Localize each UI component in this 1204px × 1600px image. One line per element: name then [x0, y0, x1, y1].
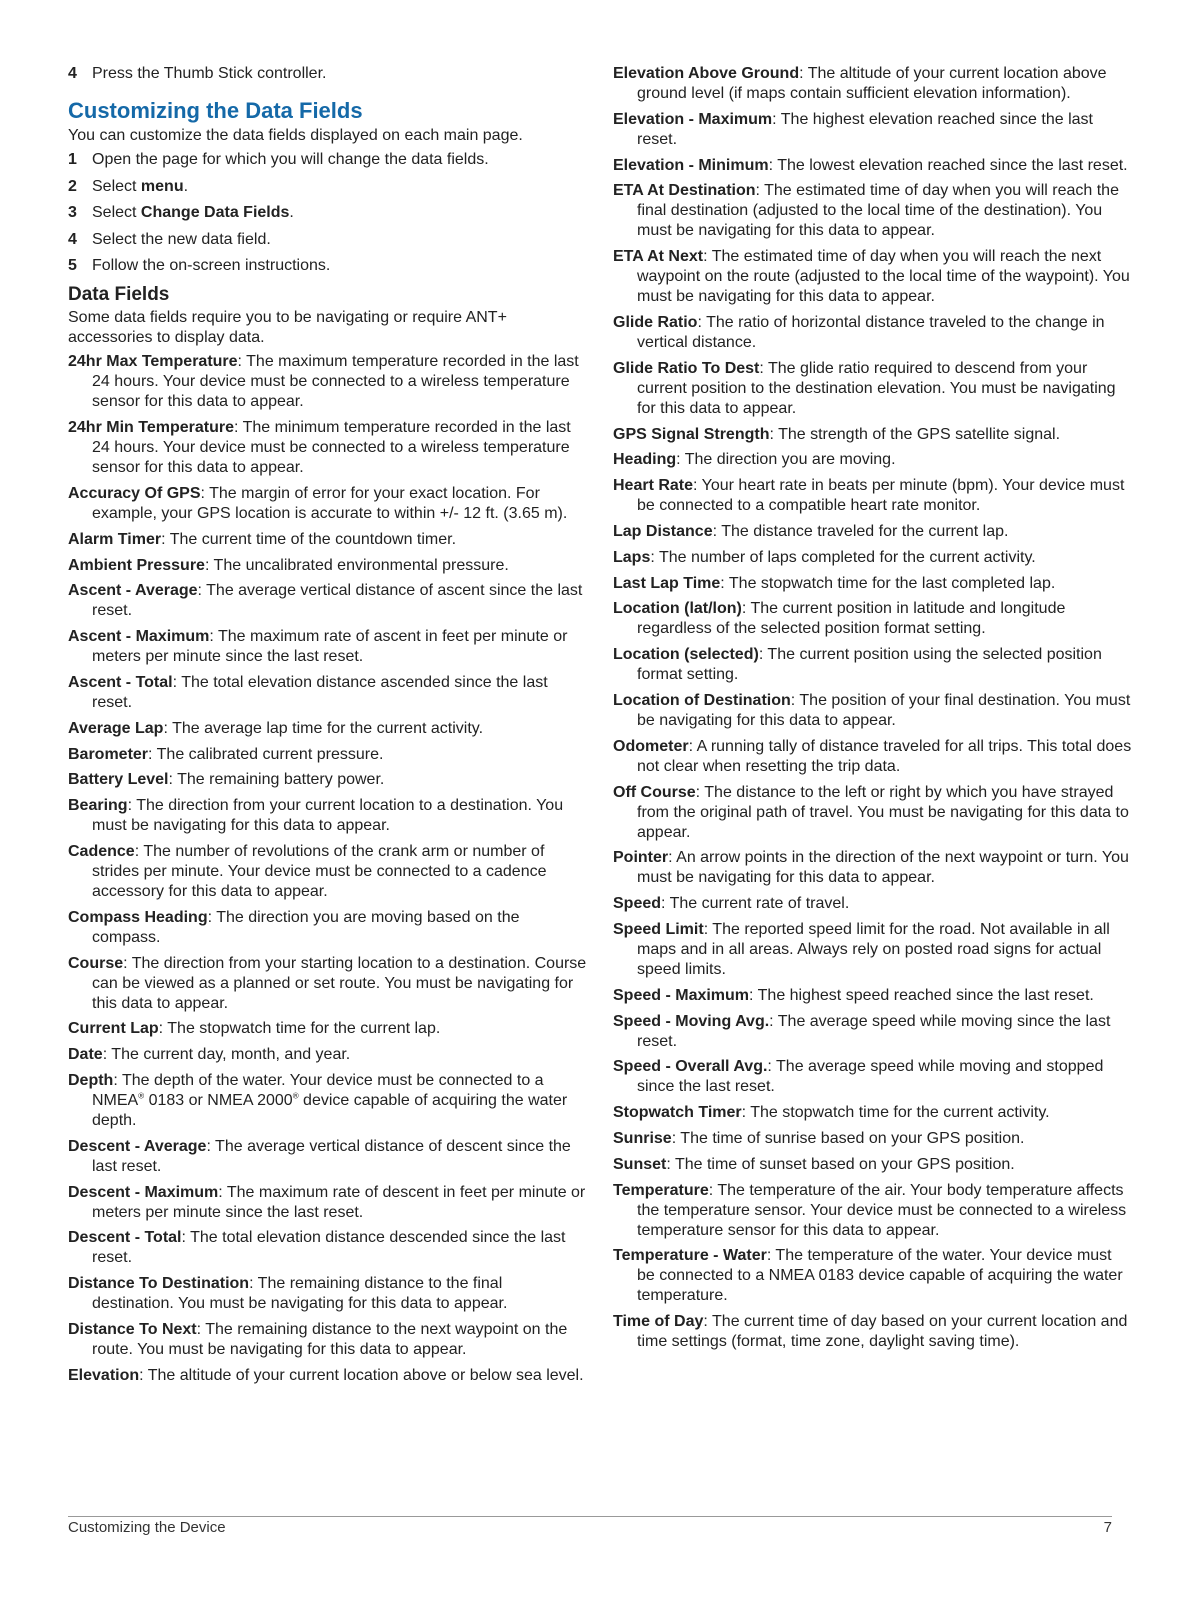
data-field-description: The stopwatch time for the last completed lap.: [728, 574, 1056, 592]
data-field-description: The direction from your starting location to a destination. Course can be viewed as a planned or set route. You must be navigating for this data to appear.: [92, 954, 587, 1012]
section-intro: You can customize the data fields displayed on each main page.: [68, 127, 523, 144]
data-field-entry: [68, 1071, 588, 1131]
data-field-description: The maximum rate of ascent in feet per minute or meters per minute since the last reset.: [92, 628, 568, 666]
data-field-list: [613, 64, 1133, 1352]
data-field-term: 24hr Max Temperature :: [68, 353, 242, 370]
data-field-term: Elevation Above Ground :: [613, 65, 804, 82]
data-field-term: Heading :: [613, 451, 681, 468]
data-field-description: The number of laps completed for the current activity.: [658, 548, 1036, 566]
data-field-description: The remaining distance to the next waypoint on the route. You must be navigating for this data to appear.: [92, 1320, 568, 1358]
data-field-entry: [68, 673, 588, 713]
data-field-entry: [68, 1019, 588, 1039]
data-field-term: Alarm Timer :: [68, 531, 166, 548]
data-field-entry: [613, 1103, 1133, 1123]
data-field-entry: [68, 352, 588, 412]
data-field-description: The estimated time of day when you will reach the final destination (adjusted to the local time of the destination). You must be navigating for this data to appear.: [637, 182, 1119, 240]
data-field-term: Distance To Destination :: [68, 1275, 254, 1292]
step-number: 3: [68, 204, 77, 222]
data-field-description: The temperature of the air. Your body temperature affects the temperature sensor. Your device must be connected to a wireless temperature sensor for this data to appear.: [637, 1181, 1127, 1239]
registered-mark: ®: [292, 1091, 299, 1101]
data-field-entry: [68, 627, 588, 667]
data-field-entry: [613, 359, 1133, 419]
step-number: 1: [68, 151, 77, 168]
data-field-description: The current position using the selected position format setting.: [637, 646, 1102, 684]
data-field-entry: [613, 599, 1133, 639]
step-text: .: [183, 177, 189, 195]
step-item: [68, 203, 588, 223]
data-field-entry: [613, 848, 1133, 888]
data-field-entry: [613, 313, 1133, 353]
data-field-term: Speed Limit :: [613, 921, 708, 938]
data-field-term: Ambient Pressure :: [68, 557, 209, 574]
data-field-description: The current position in latitude and longitude regardless of the selected position format setting.: [637, 600, 1066, 638]
data-field-description: The current day, month, and year.: [111, 1046, 351, 1064]
data-field-entry: [613, 156, 1133, 176]
data-field-term: Sunrise :: [613, 1130, 676, 1147]
step-item: [68, 256, 588, 276]
data-field-term: Location (lat/lon) :: [613, 600, 746, 617]
data-field-entry: [613, 574, 1133, 594]
data-field-entry: [613, 691, 1133, 731]
data-field-term: Ascent - Maximum :: [68, 628, 214, 645]
data-field-description: The distance traveled for the current lap.: [721, 522, 1009, 540]
data-field-description: The temperature of the water. Your device must be connected to a NMEA 0183 device capable of acquiring the water temperature.: [637, 1247, 1123, 1305]
data-field-term: Descent - Maximum :: [68, 1184, 223, 1201]
data-field-description: The altitude of your current location above or below sea level.: [147, 1366, 584, 1384]
data-field-term: Depth :: [68, 1072, 118, 1089]
data-field-entry: [613, 64, 1133, 104]
data-field-entry: [613, 920, 1133, 980]
data-field-description: The total elevation distance ascended since the last reset.: [92, 673, 548, 711]
data-field-entry: [613, 548, 1133, 568]
data-field-entry: [68, 530, 588, 550]
data-field-description: The altitude of your current location above ground level (if maps contain sufficient elevation information).: [637, 65, 1107, 102]
step-text: Open the page for which you will change the data fields.: [92, 151, 489, 168]
data-field-description: The calibrated current pressure.: [156, 745, 384, 763]
step-item: [68, 64, 588, 84]
data-field-description: The highest speed reached since the last reset.: [757, 986, 1094, 1004]
data-field-entry: [68, 484, 588, 524]
data-field-description: The time of sunrise based on your GPS position.: [680, 1129, 1025, 1147]
data-field-entry: [613, 783, 1133, 843]
right-column: [613, 64, 1133, 1358]
data-field-term: Stopwatch Timer :: [613, 1104, 746, 1121]
data-field-description: An arrow points in the direction of the next waypoint or turn. You must be navigating for this data to appear.: [637, 849, 1129, 887]
data-field-term: Temperature - Water :: [613, 1247, 771, 1264]
footer-chapter: Customizing the Device: [68, 1519, 226, 1536]
data-field-term: Descent - Total :: [68, 1229, 186, 1246]
data-field-entry: [613, 1312, 1133, 1352]
data-field-description: The direction you are moving.: [684, 451, 896, 469]
registered-mark: ®: [138, 1091, 145, 1101]
data-field-entry: [613, 737, 1133, 777]
data-field-description: The lowest elevation reached since the last reset.: [777, 156, 1128, 174]
data-field-term: Odometer :: [613, 738, 693, 755]
data-field-entry: [68, 1366, 588, 1386]
data-field-description: The estimated time of day when you will reach the next waypoint on the route (adjusted to the local time of the waypoint). You must be navigating for this data to appear.: [637, 248, 1130, 306]
data-field-description: The distance to the left or right by which you have strayed from the original path of travel. You must be navigating for this data to appear.: [637, 783, 1129, 841]
data-field-description: A running tally of distance traveled for all trips. This total does not clear when resetting the trip data.: [637, 737, 1132, 775]
data-field-description: Your heart rate in beats per minute (bpm). Your device must be connected to a compatible heart rate monitor.: [637, 477, 1125, 515]
data-field-description: The average lap time for the current activity.: [172, 719, 484, 737]
data-field-entry: [68, 1137, 588, 1177]
data-field-term: Average Lap :: [68, 720, 168, 737]
data-field-entry: [68, 581, 588, 621]
step-text: Select: [92, 177, 141, 195]
data-field-term: Speed - Maximum :: [613, 987, 753, 1004]
data-field-term: Off Course :: [613, 784, 700, 801]
data-field-description: The position of your final destination. You must be navigating for this data to appear.: [637, 691, 1131, 729]
data-field-entry: [68, 770, 588, 790]
data-field-description: The average vertical distance of descent since the last reset.: [92, 1137, 571, 1175]
data-field-description: 0183 or NMEA 2000: [144, 1091, 293, 1109]
step-number: 4: [68, 65, 77, 82]
data-field-term: Distance To Next :: [68, 1321, 201, 1338]
footer-divider: [68, 1516, 1112, 1517]
data-field-description: The average vertical distance of ascent since the last reset.: [92, 582, 583, 620]
data-field-term: Lap Distance :: [613, 523, 717, 540]
data-field-term: Sunset :: [613, 1156, 671, 1173]
data-field-term: Elevation - Maximum :: [613, 111, 777, 128]
data-field-entry: [613, 1155, 1133, 1175]
ui-term: menu: [140, 177, 184, 195]
data-field-term: Time of Day :: [613, 1313, 708, 1330]
data-field-description: The average speed while moving since the last reset.: [637, 1012, 1111, 1050]
step-text: .: [289, 204, 294, 222]
data-field-description: The minimum temperature recorded in the last 24 hours. Your device must be connected to a wireless temperature sensor for this data to appear.: [92, 419, 571, 477]
data-field-term: Date :: [68, 1046, 107, 1063]
data-field-entry: [68, 908, 588, 948]
data-field-description: The number of revolutions of the crank arm or number of strides per minute. Your device must be connected to a cadence accessory for this data to appear.: [92, 842, 547, 900]
data-field-term: Pointer :: [613, 849, 673, 866]
data-field-term: Accuracy Of GPS :: [68, 485, 205, 502]
step-text: Select: [92, 204, 141, 222]
subsection-title: Data Fields: [68, 284, 170, 306]
step-text: Press the Thumb Stick controller.: [92, 65, 327, 82]
data-field-entry: [613, 181, 1133, 241]
data-field-term: Current Lap :: [68, 1020, 163, 1037]
data-field-entry: [68, 1045, 588, 1065]
data-field-entry: [68, 1183, 588, 1223]
data-field-term: Heart Rate :: [613, 477, 697, 494]
data-field-description: The maximum rate of descent in feet per minute or meters per minute since the last reset.: [92, 1183, 586, 1221]
step-text: Follow the on-screen instructions.: [92, 257, 331, 275]
data-field-description: The remaining distance to the final destination. You must be navigating for this data to appear.: [92, 1275, 508, 1313]
step-item: [68, 150, 588, 170]
data-field-term: Battery Level :: [68, 771, 173, 788]
data-field-term: Bearing :: [68, 797, 132, 814]
data-field-description: The remaining battery power.: [177, 771, 385, 789]
data-field-term: Barometer :: [68, 746, 152, 763]
data-field-description: The average speed while moving and stopped since the last reset.: [637, 1058, 1104, 1096]
data-field-description: The stopwatch time for the current activity.: [750, 1104, 1050, 1122]
data-field-term: Elevation - Minimum :: [613, 157, 773, 174]
data-field-description: The reported speed limit for the road. Not available in all maps and in all areas. Always rely on posted road signs for actual speed limits.: [637, 920, 1110, 978]
data-field-entry: [68, 1274, 588, 1314]
data-field-entry: [613, 247, 1133, 307]
step-text: Select the new data field.: [92, 230, 271, 248]
data-field-description: The maximum temperature recorded in the last 24 hours. Your device must be connected to a wireless temperature sensor for this data to appear.: [92, 353, 579, 411]
data-field-term: Speed :: [613, 895, 665, 912]
data-field-term: ETA At Destination :: [613, 182, 760, 199]
data-field-description: The strength of the GPS satellite signal.: [778, 425, 1061, 443]
data-field-description: The current time of the countdown timer.: [169, 530, 457, 548]
data-field-term: Location of Destination :: [613, 692, 795, 709]
data-field-entry: [68, 1320, 588, 1360]
step-item: [68, 230, 588, 250]
ui-term: Change Data Fields: [140, 204, 290, 222]
data-field-entry: [613, 425, 1133, 445]
data-field-term: Temperature :: [613, 1182, 713, 1199]
data-field-term: Last Lap Time :: [613, 575, 725, 592]
data-field-term: GPS Signal Strength :: [613, 426, 774, 443]
data-field-entry: [613, 1246, 1133, 1306]
data-field-entry: [613, 894, 1133, 914]
data-field-entry: [613, 1012, 1133, 1052]
data-field-description: device capable of acquiring the water depth.: [92, 1091, 568, 1129]
data-field-term: Cadence :: [68, 843, 139, 860]
data-field-term: Speed - Moving Avg. :: [613, 1013, 774, 1030]
data-field-term: Elevation :: [68, 1367, 144, 1384]
step-number: 4: [68, 230, 77, 248]
data-field-entry: [613, 1129, 1133, 1149]
data-field-description: The glide ratio required to descend from your current position to the destination elevation. You must be navigating for this data to appear.: [637, 359, 1116, 417]
step-number: 2: [68, 177, 77, 195]
data-field-term: Course :: [68, 955, 128, 972]
data-field-entry: [613, 645, 1133, 685]
data-field-description: The ratio of horizontal distance traveled to the change in vertical distance.: [637, 313, 1105, 351]
data-field-description: The current rate of travel.: [669, 895, 850, 913]
data-field-description: The stopwatch time for the current lap.: [167, 1020, 441, 1038]
data-field-description: The current time of day based on your current location and time settings (format, time zone, daylight saving time).: [637, 1313, 1128, 1351]
data-field-description: The direction you are moving based on the compass.: [92, 908, 520, 946]
data-field-description: The margin of error for your exact location. For example, your GPS location is accurate to within +/- 12 ft. (3.65 m).: [92, 484, 568, 522]
data-field-entry: [68, 954, 588, 1014]
data-field-entry: [613, 1057, 1133, 1097]
data-field-term: Ascent - Total :: [68, 674, 177, 691]
step-item: [68, 177, 588, 197]
data-field-entry: [68, 842, 588, 902]
data-field-entry: [613, 450, 1133, 470]
data-field-entry: [613, 986, 1133, 1006]
data-field-description: The direction from your current location to a destination. You must be navigating for this data to appear.: [92, 797, 564, 835]
data-field-term: Speed - Overall Avg. :: [613, 1058, 772, 1075]
data-field-term: ETA At Next :: [613, 248, 708, 265]
data-field-description: The depth of the water. Your device must be connected to a NMEA: [92, 1071, 544, 1109]
data-field-term: 24hr Min Temperature :: [68, 419, 238, 436]
data-field-term: Ascent - Average :: [68, 582, 202, 599]
data-field-term: Compass Heading :: [68, 909, 212, 926]
step-number: 5: [68, 257, 77, 275]
data-field-term: Glide Ratio :: [613, 314, 702, 331]
data-field-description: The time of sunset based on your GPS position.: [674, 1155, 1015, 1173]
data-field-entry: [68, 418, 588, 478]
subsection-intro: Some data fields require you to be navigating or require ANT+ accessories to display data.: [68, 309, 507, 347]
data-field-entry: [68, 1228, 588, 1268]
data-field-description: The highest elevation reached since the last reset.: [637, 110, 1093, 148]
data-field-entry: [613, 1181, 1133, 1241]
data-field-entry: [68, 745, 588, 765]
data-field-term: Laps :: [613, 549, 655, 566]
section-title: Customizing the Data Fields: [68, 98, 363, 123]
data-field-description: The total elevation distance descended since the last reset.: [92, 1229, 566, 1267]
data-field-term: Descent - Average :: [68, 1138, 211, 1155]
data-field-description: The uncalibrated environmental pressure.: [213, 556, 509, 574]
data-field-entry: [68, 556, 588, 576]
data-field-entry: [613, 522, 1133, 542]
page-number: 7: [1103, 1519, 1112, 1536]
data-field-entry: [68, 796, 588, 836]
data-field-term: Location (selected) :: [613, 646, 763, 663]
left-column: [68, 64, 588, 1392]
data-field-entry: [68, 719, 588, 739]
data-field-list: [68, 352, 588, 1385]
data-field-entry: [613, 110, 1133, 150]
data-field-term: Glide Ratio To Dest :: [613, 360, 764, 377]
data-field-entry: [613, 476, 1133, 516]
